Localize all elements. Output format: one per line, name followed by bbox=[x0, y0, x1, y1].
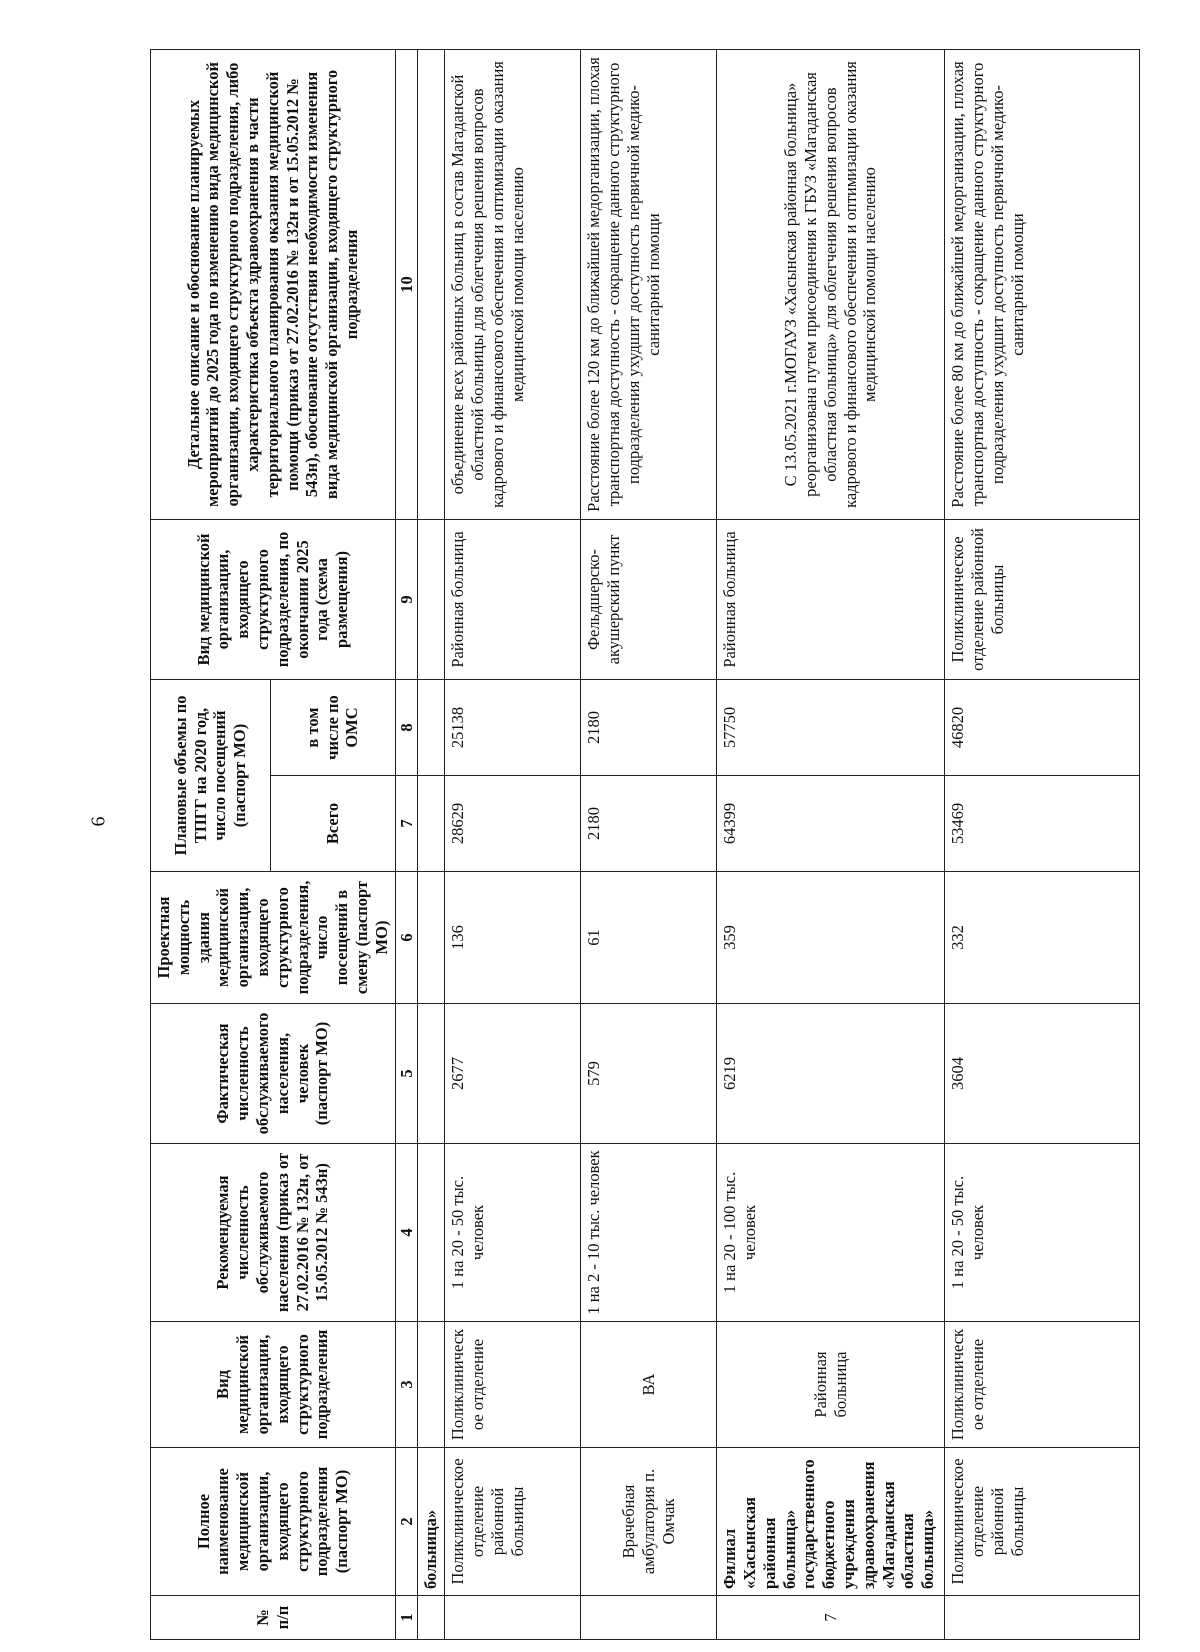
column-number: 4 bbox=[395, 1144, 418, 1322]
cell-actual-population: 3604 bbox=[945, 1004, 1140, 1144]
cell-number bbox=[945, 1596, 1140, 1640]
header-total: Всего bbox=[270, 776, 395, 872]
cell-design-capacity: 359 bbox=[717, 872, 945, 1004]
cell-description: объединение всех районных больниц в состав Магаданской областной больницы для облегчения решения вопросов кадрового и финансового обеспечения и оптимизации оказания медицинской помощи населению bbox=[445, 50, 581, 520]
cell-design-capacity: 332 bbox=[945, 872, 1140, 1004]
cell-recommended-population: 1 на 2 - 10 тыс. человек bbox=[581, 1144, 717, 1322]
cell-number bbox=[581, 1596, 717, 1640]
column-number: 8 bbox=[395, 680, 418, 776]
column-number: 1 bbox=[395, 1596, 418, 1640]
cell-org-type: ВА bbox=[581, 1322, 717, 1448]
cell-oms: 2180 bbox=[581, 680, 717, 776]
cell-org-type: Районная больница bbox=[717, 1322, 945, 1448]
cell-oms bbox=[418, 680, 445, 776]
header-recommended-population: Рекомендуемая численность обслуживаемого населения (приказ от 27.02.2016 № 132н, от 15.05.2012 № 543н) bbox=[151, 1144, 396, 1322]
column-number: 7 bbox=[395, 776, 418, 872]
column-number: 10 bbox=[395, 50, 418, 520]
cell-total: 64399 bbox=[717, 776, 945, 872]
table-row bbox=[445, 50, 581, 1640]
cell-full-name: больница» bbox=[418, 1448, 445, 1596]
header-description: Детальное описание и обоснование планируемых мероприятий до 2025 года по изменению вида медицинской организации, входящего структурного подразделения, либо характеристика объекта здравоохранения в части территориального планирования оказания медицинской помощи (приказ от 27.02.2016 № 132н и от 15.05.2012 № 543н), обоснование отсутствия необходимости изменения вида медицинской организации, входящего структурного подразделения bbox=[151, 50, 396, 520]
cell-actual-population: 2677 bbox=[445, 1004, 581, 1144]
medical-organizations-table bbox=[150, 49, 1140, 1640]
cell-description: Расстояние более 80 км до ближайшей медорганизации, плохая транспортная доступность - сокращение данного структурного подразделения ухудшит доступность первичной медико-санитарной помощи bbox=[945, 50, 1140, 520]
cell-total bbox=[418, 776, 445, 872]
cell-full-name: Врачебная амбулатория п. Омчак bbox=[581, 1448, 717, 1596]
table-row bbox=[418, 50, 445, 1640]
cell-description: С 13.05.2021 г.МОГАУЗ «Хасынская районная больница» реорганизована путем присоединения к ГБУЗ «Магаданская областная больница» для облегчения решения вопросов кадрового и финансового обеспечения и оптимизации оказания медицинской помощи населению bbox=[717, 50, 945, 520]
header-planned-volumes: Плановые объемы по ТПГГ на 2020 год, число посещений (паспорт МО) bbox=[151, 680, 271, 872]
cell-total: 28629 bbox=[445, 776, 581, 872]
cell-number bbox=[418, 1596, 445, 1640]
header-full-name: Полное наименование медицинской организации, входящего структурного подразделения (паспорт МО) bbox=[151, 1448, 396, 1596]
cell-actual-population bbox=[418, 1004, 445, 1144]
cell-oms: 46820 bbox=[945, 680, 1140, 776]
cell-full-name: Филиал «Хасынская районная больница» государственного бюджетного учреждения здравоохранения «Магаданская областная больница» bbox=[717, 1448, 945, 1596]
cell-full-name: Поликлиническое отделение районной больницы bbox=[945, 1448, 1140, 1596]
cell-description bbox=[418, 50, 445, 520]
header-org-type: Вид медицинской организации, входящего структурного подразделения bbox=[151, 1322, 396, 1448]
cell-design-capacity: 61 bbox=[581, 872, 717, 1004]
header-oms: в том числе по ОМС bbox=[270, 680, 395, 776]
column-number: 2 bbox=[395, 1448, 418, 1596]
cell-number bbox=[445, 1596, 581, 1640]
cell-type-2025 bbox=[418, 520, 445, 680]
cell-design-capacity: 136 bbox=[445, 872, 581, 1004]
cell-number: 7 bbox=[717, 1596, 945, 1640]
cell-actual-population: 579 bbox=[581, 1004, 717, 1144]
page-number: 6 bbox=[87, 816, 110, 827]
header-actual-population: Фактическая численность обслуживаемого населения, человек (паспорт МО) bbox=[151, 1004, 396, 1144]
cell-type-2025: Районная больница bbox=[445, 520, 581, 680]
cell-org-type: Поликлиническ ое отделение bbox=[445, 1322, 581, 1448]
column-number: 6 bbox=[395, 872, 418, 1004]
cell-type-2025: Районная больница bbox=[717, 520, 945, 680]
cell-recommended-population bbox=[418, 1144, 445, 1322]
header-number: № п/п bbox=[151, 1596, 396, 1640]
cell-type-2025: Поликлиническое отделение районной больницы bbox=[945, 520, 1140, 680]
table-row bbox=[717, 50, 945, 1640]
cell-total: 2180 bbox=[581, 776, 717, 872]
header-type-2025: Вид медицинской организации, входящего структурного подразделения, по окончании 2025 года (схема размещения) bbox=[151, 520, 396, 680]
cell-recommended-population: 1 на 20 - 50 тыс. человек bbox=[945, 1144, 1140, 1322]
column-number: 3 bbox=[395, 1322, 418, 1448]
cell-full-name: Поликлиническое отделение районной больницы bbox=[445, 1448, 581, 1596]
column-number: 5 bbox=[395, 1004, 418, 1144]
cell-recommended-population: 1 на 20 - 100 тыс. человек bbox=[717, 1144, 945, 1322]
cell-type-2025: Фельдшерско-акушерский пункт bbox=[581, 520, 717, 680]
rotated-table-wrapper bbox=[150, 50, 1140, 1640]
cell-recommended-population: 1 на 20 - 50 тыс. человек bbox=[445, 1144, 581, 1322]
cell-oms: 57750 bbox=[717, 680, 945, 776]
cell-design-capacity bbox=[418, 872, 445, 1004]
table-row bbox=[945, 50, 1140, 1640]
column-number: 9 bbox=[395, 520, 418, 680]
cell-org-type bbox=[418, 1322, 445, 1448]
cell-total: 53469 bbox=[945, 776, 1140, 872]
cell-org-type: Поликлиническ ое отделение bbox=[945, 1322, 1140, 1448]
header-design-capacity: Проектная мощность здания медицинской организации, входящего структурного подразделения, число посещений в смену (паспорт МО) bbox=[151, 872, 396, 1004]
cell-description: Расстояние более 120 км до ближайшей медорганизации, плохая транспортная доступность - сокращение данного структурного подразделения ухудшит доступность первичной медико-санитарной помощи bbox=[581, 50, 717, 520]
cell-oms: 25138 bbox=[445, 680, 581, 776]
cell-actual-population: 6219 bbox=[717, 1004, 945, 1144]
table-row bbox=[581, 50, 717, 1640]
